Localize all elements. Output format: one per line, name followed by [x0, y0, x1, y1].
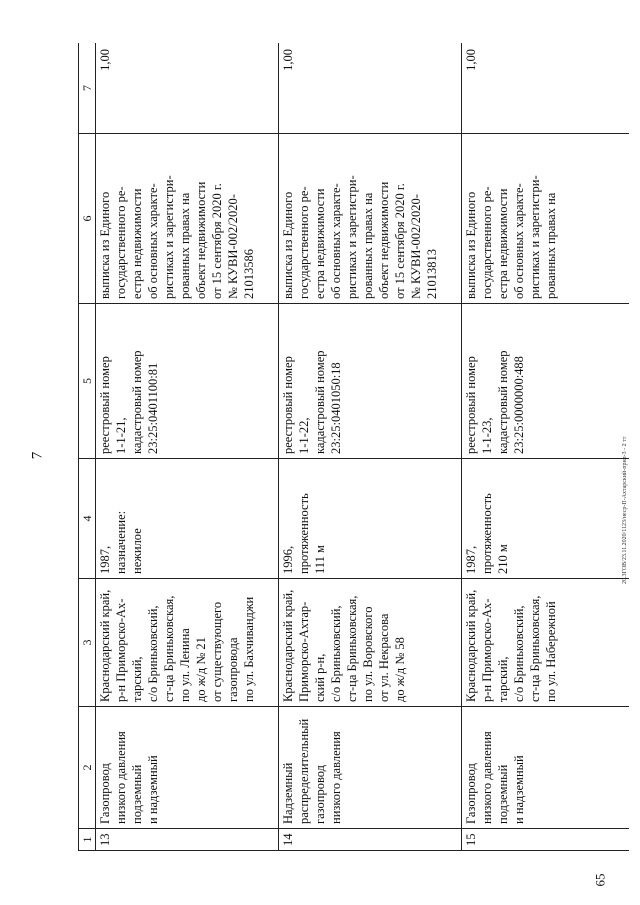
cell-registry-line: 1-1-21,: [114, 417, 128, 454]
cell-name-line: низкого давления: [329, 731, 343, 824]
cell-address-line: Краснодарский край,: [281, 589, 295, 702]
cell-document-line: об основных характе-: [146, 183, 160, 299]
cell-document-line: государственного ре-: [480, 186, 494, 299]
cell-document-line: рованных правах на: [178, 192, 192, 299]
cell-document-line: выписка из Единого: [281, 191, 295, 299]
cell-info-line: 1996,: [281, 545, 295, 574]
cell-number: 13: [96, 829, 279, 851]
cell-address-line: по ул. Воровского: [361, 606, 375, 702]
cell-document-line: государственного ре-: [114, 186, 128, 299]
cell-document-line: ристиках и зарегистри-: [345, 175, 359, 299]
cell-document-line: об основных характе-: [329, 183, 343, 299]
cell-info-line: протяженность: [297, 493, 311, 574]
cell-address-line: р-н Приморско-Ах-: [480, 598, 494, 702]
cell-registry-line: реестровый номер: [464, 356, 478, 454]
cell-info: [96, 459, 279, 579]
cell-document-line: объект недвижимости: [194, 181, 208, 299]
cell-number: 14: [279, 829, 462, 851]
header-col-7: 7: [79, 43, 96, 134]
cell-info-line: 111 м: [313, 545, 327, 574]
cell-address-line: по ул. Набережной: [544, 601, 558, 702]
page-number-bottom: 65: [592, 873, 608, 887]
header-col-6: 6: [79, 134, 96, 304]
header-col-2: 2: [79, 707, 96, 829]
cell-registry-line: 23:25:0401100:81: [146, 362, 160, 454]
cell-document-line: государственного ре-: [297, 186, 311, 299]
cell-name-line: газопровод: [313, 764, 327, 824]
cell-document-line: от 15 сентября 2020 г.: [210, 183, 224, 299]
cell-value: 1,00: [279, 43, 462, 134]
cell-address-line: с/о Бриньковский,: [146, 605, 160, 702]
cell-document-line: ристиках и зарегистри-: [162, 175, 176, 299]
cell-address-line: Краснодарский край,: [464, 589, 478, 702]
cell-document-line: выписка из Единого: [98, 191, 112, 299]
cell-name-line: низкого давления: [114, 731, 128, 824]
header-col-1: 1: [79, 829, 96, 851]
cell-value: 1,00: [96, 43, 279, 134]
rotated-table-area: [78, 43, 629, 851]
cell-number: 15: [462, 829, 630, 851]
cell-document-line: рованных правах на: [361, 192, 375, 299]
table-row: [462, 43, 630, 851]
cell-name-line: Газопровод: [98, 763, 112, 824]
table-row: [96, 43, 279, 851]
cell-address-line: ст-ца Бриньковская,: [345, 595, 359, 702]
cell-document-line: 21013586: [242, 249, 256, 299]
table-row: [279, 43, 462, 851]
cell-address-line: газопровода: [226, 637, 240, 702]
header-col-3: 3: [79, 579, 96, 707]
cell-address-line: с/о Бриньковский,: [329, 605, 343, 702]
cell-document-line: № КУВИ-002/2020-: [409, 194, 423, 299]
cell-registry-line: 1-1-22,: [297, 417, 311, 454]
cell-document-line: 21013813: [425, 249, 439, 299]
cell-document: [279, 134, 462, 304]
cell-registry-line: кадастровый номер: [313, 350, 327, 454]
property-table: [78, 43, 629, 851]
cell-name-line: низкого давления: [480, 731, 494, 824]
cell-address-line: до ж/д № 21: [194, 637, 208, 702]
cell-document-line: естра недвижимости: [313, 188, 327, 299]
cell-name-line: распределительный: [297, 718, 311, 824]
cell-info: [279, 459, 462, 579]
cell-address-line: тарский,: [130, 656, 144, 702]
cell-name-line: и надземный: [146, 755, 160, 824]
cell-address: [462, 579, 630, 707]
cell-document-line: естра недвижимости: [496, 188, 510, 299]
cell-info-line: 1987,: [464, 545, 478, 574]
cell-address-line: по ул. Ленина: [178, 628, 192, 702]
cell-name-line: подземный: [496, 764, 510, 824]
cell-info-line: назначение:: [114, 510, 128, 574]
cell-registry-line: кадастровый номер: [496, 350, 510, 454]
cell-address-line: р-н Приморско-Ах-: [114, 598, 128, 702]
cell-document-line: объект недвижимости: [377, 181, 391, 299]
cell-address-line: ст-ца Бриньковская,: [528, 595, 542, 702]
cell-document-line: № КУВИ-002/2020-: [226, 194, 240, 299]
header-row: [79, 43, 96, 851]
cell-address-line: до ж/д № 58: [393, 637, 407, 702]
page-number-top: 7: [29, 451, 46, 460]
cell-document-line: выписка из Единого: [464, 191, 478, 299]
cell-address-line: Приморско-Ахтар-: [297, 601, 311, 702]
cell-info-line: 210 м: [496, 544, 510, 574]
cell-address: [279, 579, 462, 707]
cell-name: [462, 707, 630, 829]
cell-registry-line: кадастровый номер: [130, 350, 144, 454]
cell-registry-line: реестровый номер: [281, 356, 295, 454]
cell-document-line: об основных характе-: [512, 183, 526, 299]
cell-info-line: протяженность: [480, 493, 494, 574]
cell-address-line: от существующего: [210, 601, 224, 702]
cell-address-line: от ул. Некрасова: [377, 613, 391, 702]
cell-registry-line: 23:25:0000000:488: [512, 356, 526, 454]
cell-name-line: и надземный: [512, 755, 526, 824]
cell-name: [96, 707, 279, 829]
cell-address-line: с/о Бриньковский,: [512, 605, 526, 702]
cell-document-line: от 15 сентября 2020 г.: [393, 183, 407, 299]
cell-address-line: ст-ца Бриньковская,: [162, 595, 176, 702]
cell-address-line: по ул. Бахчиванджи: [242, 596, 256, 702]
cell-address-line: тарский,: [496, 656, 510, 702]
cell-info: [462, 459, 630, 579]
cell-document-line: ристиках и зарегистри-: [528, 175, 542, 299]
cell-registry-line: 23:25:0401050:18: [329, 362, 343, 454]
cell-registry: [96, 304, 279, 459]
cell-info-line: нежилое: [130, 528, 144, 574]
cell-value: 1,00: [462, 43, 630, 134]
cell-address: [96, 579, 279, 707]
cell-name-line: подземный: [130, 764, 144, 824]
cell-registry-line: 1-1-23,: [480, 417, 494, 454]
cell-registry-line: реестровый номер: [98, 356, 112, 454]
cell-name-line: Газопровод: [464, 763, 478, 824]
header-col-4: 4: [79, 459, 96, 579]
cell-name: [279, 707, 462, 829]
cell-info-line: 1987,: [98, 545, 112, 574]
cell-registry: [462, 304, 630, 459]
cell-address-line: Краснодарский край,: [98, 589, 112, 702]
cell-document: [462, 134, 630, 304]
cell-address-line: ский р-н,: [313, 653, 327, 702]
cell-document: [96, 134, 279, 304]
document-stamp: 20.3ГОВ/23.11.2020/1123/неср-П-Ахтарский-прил-3 - 2 тт: [622, 436, 628, 584]
cell-registry: [279, 304, 462, 459]
cell-document-line: рованных правах на: [544, 192, 558, 299]
cell-name-line: Надземный: [281, 762, 295, 824]
cell-document-line: естра недвижимости: [130, 188, 144, 299]
header-col-5: 5: [79, 304, 96, 459]
